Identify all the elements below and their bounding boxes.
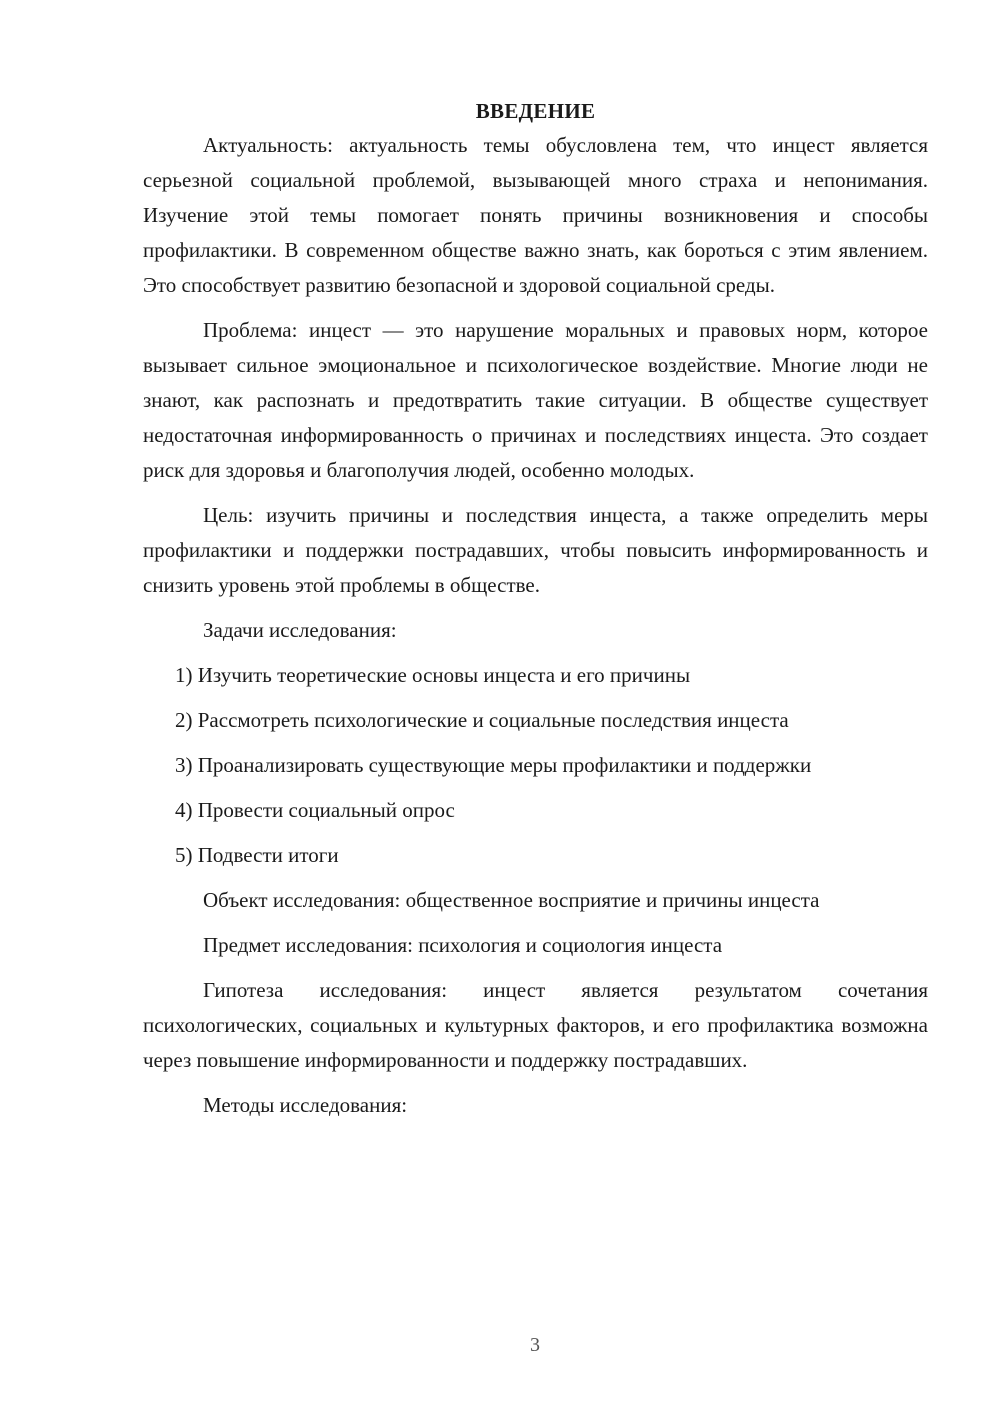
- problem-paragraph: Проблема: инцест — это нарушение моральных и правовых норм, которое вызывает сильное эмоциональное и психологическое воздействие. Многие люди не знают, как распознать и предотвратить такие ситуации. В обществе существует недостаточная информированность о причинах и последствиях инцеста. Это создает риск для здоровья и благополучия людей, особенно молодых.: [143, 318, 928, 482]
- task-item-1: 1) Изучить теоретические основы инцеста и его причины: [175, 663, 691, 687]
- task-item-3: 3) Проанализировать существующие меры профилактики и поддержки: [175, 753, 812, 777]
- research-hypothesis: Гипотеза исследования: инцест является результатом сочетания психологических, социальных и культурных факторов, и его профилактика возможна через повышение информированности и поддержку пострадавших.: [143, 978, 928, 1072]
- research-subject: Предмет исследования: психология и социология инцеста: [203, 933, 723, 957]
- goal-paragraph: Цель: изучить причины и последствия инцеста, а также определить меры профилактики и поддержки пострадавших, чтобы повысить информированность и снизить уровень этой проблемы в обществе.: [143, 503, 928, 597]
- research-methods: Методы исследования:: [203, 1093, 408, 1117]
- task-item-5: 5) Подвести итоги: [175, 843, 339, 867]
- section-title: ВВЕДЕНИЕ: [475, 99, 596, 123]
- document-page: [143, 96, 928, 1133]
- page-number: 3: [530, 1334, 540, 1356]
- research-object: Объект исследования: общественное восприятие и причины инцеста: [203, 888, 820, 912]
- task-item-2: 2) Рассмотреть психологические и социальные последствия инцеста: [175, 708, 789, 732]
- relevance-paragraph: Актуальность: актуальность темы обусловлена тем, что инцест является серьезной социальной проблемой, вызывающей много страха и непонимания. Изучение этой темы помогает понять причины возникновения и способы профилактики. В современном обществе важно знать, как бороться с этим явлением. Это способствует развитию безопасной и здоровой социальной среды.: [143, 133, 928, 297]
- task-item-4: 4) Провести социальный опрос: [175, 798, 455, 822]
- tasks-heading: Задачи исследования:: [203, 618, 397, 642]
